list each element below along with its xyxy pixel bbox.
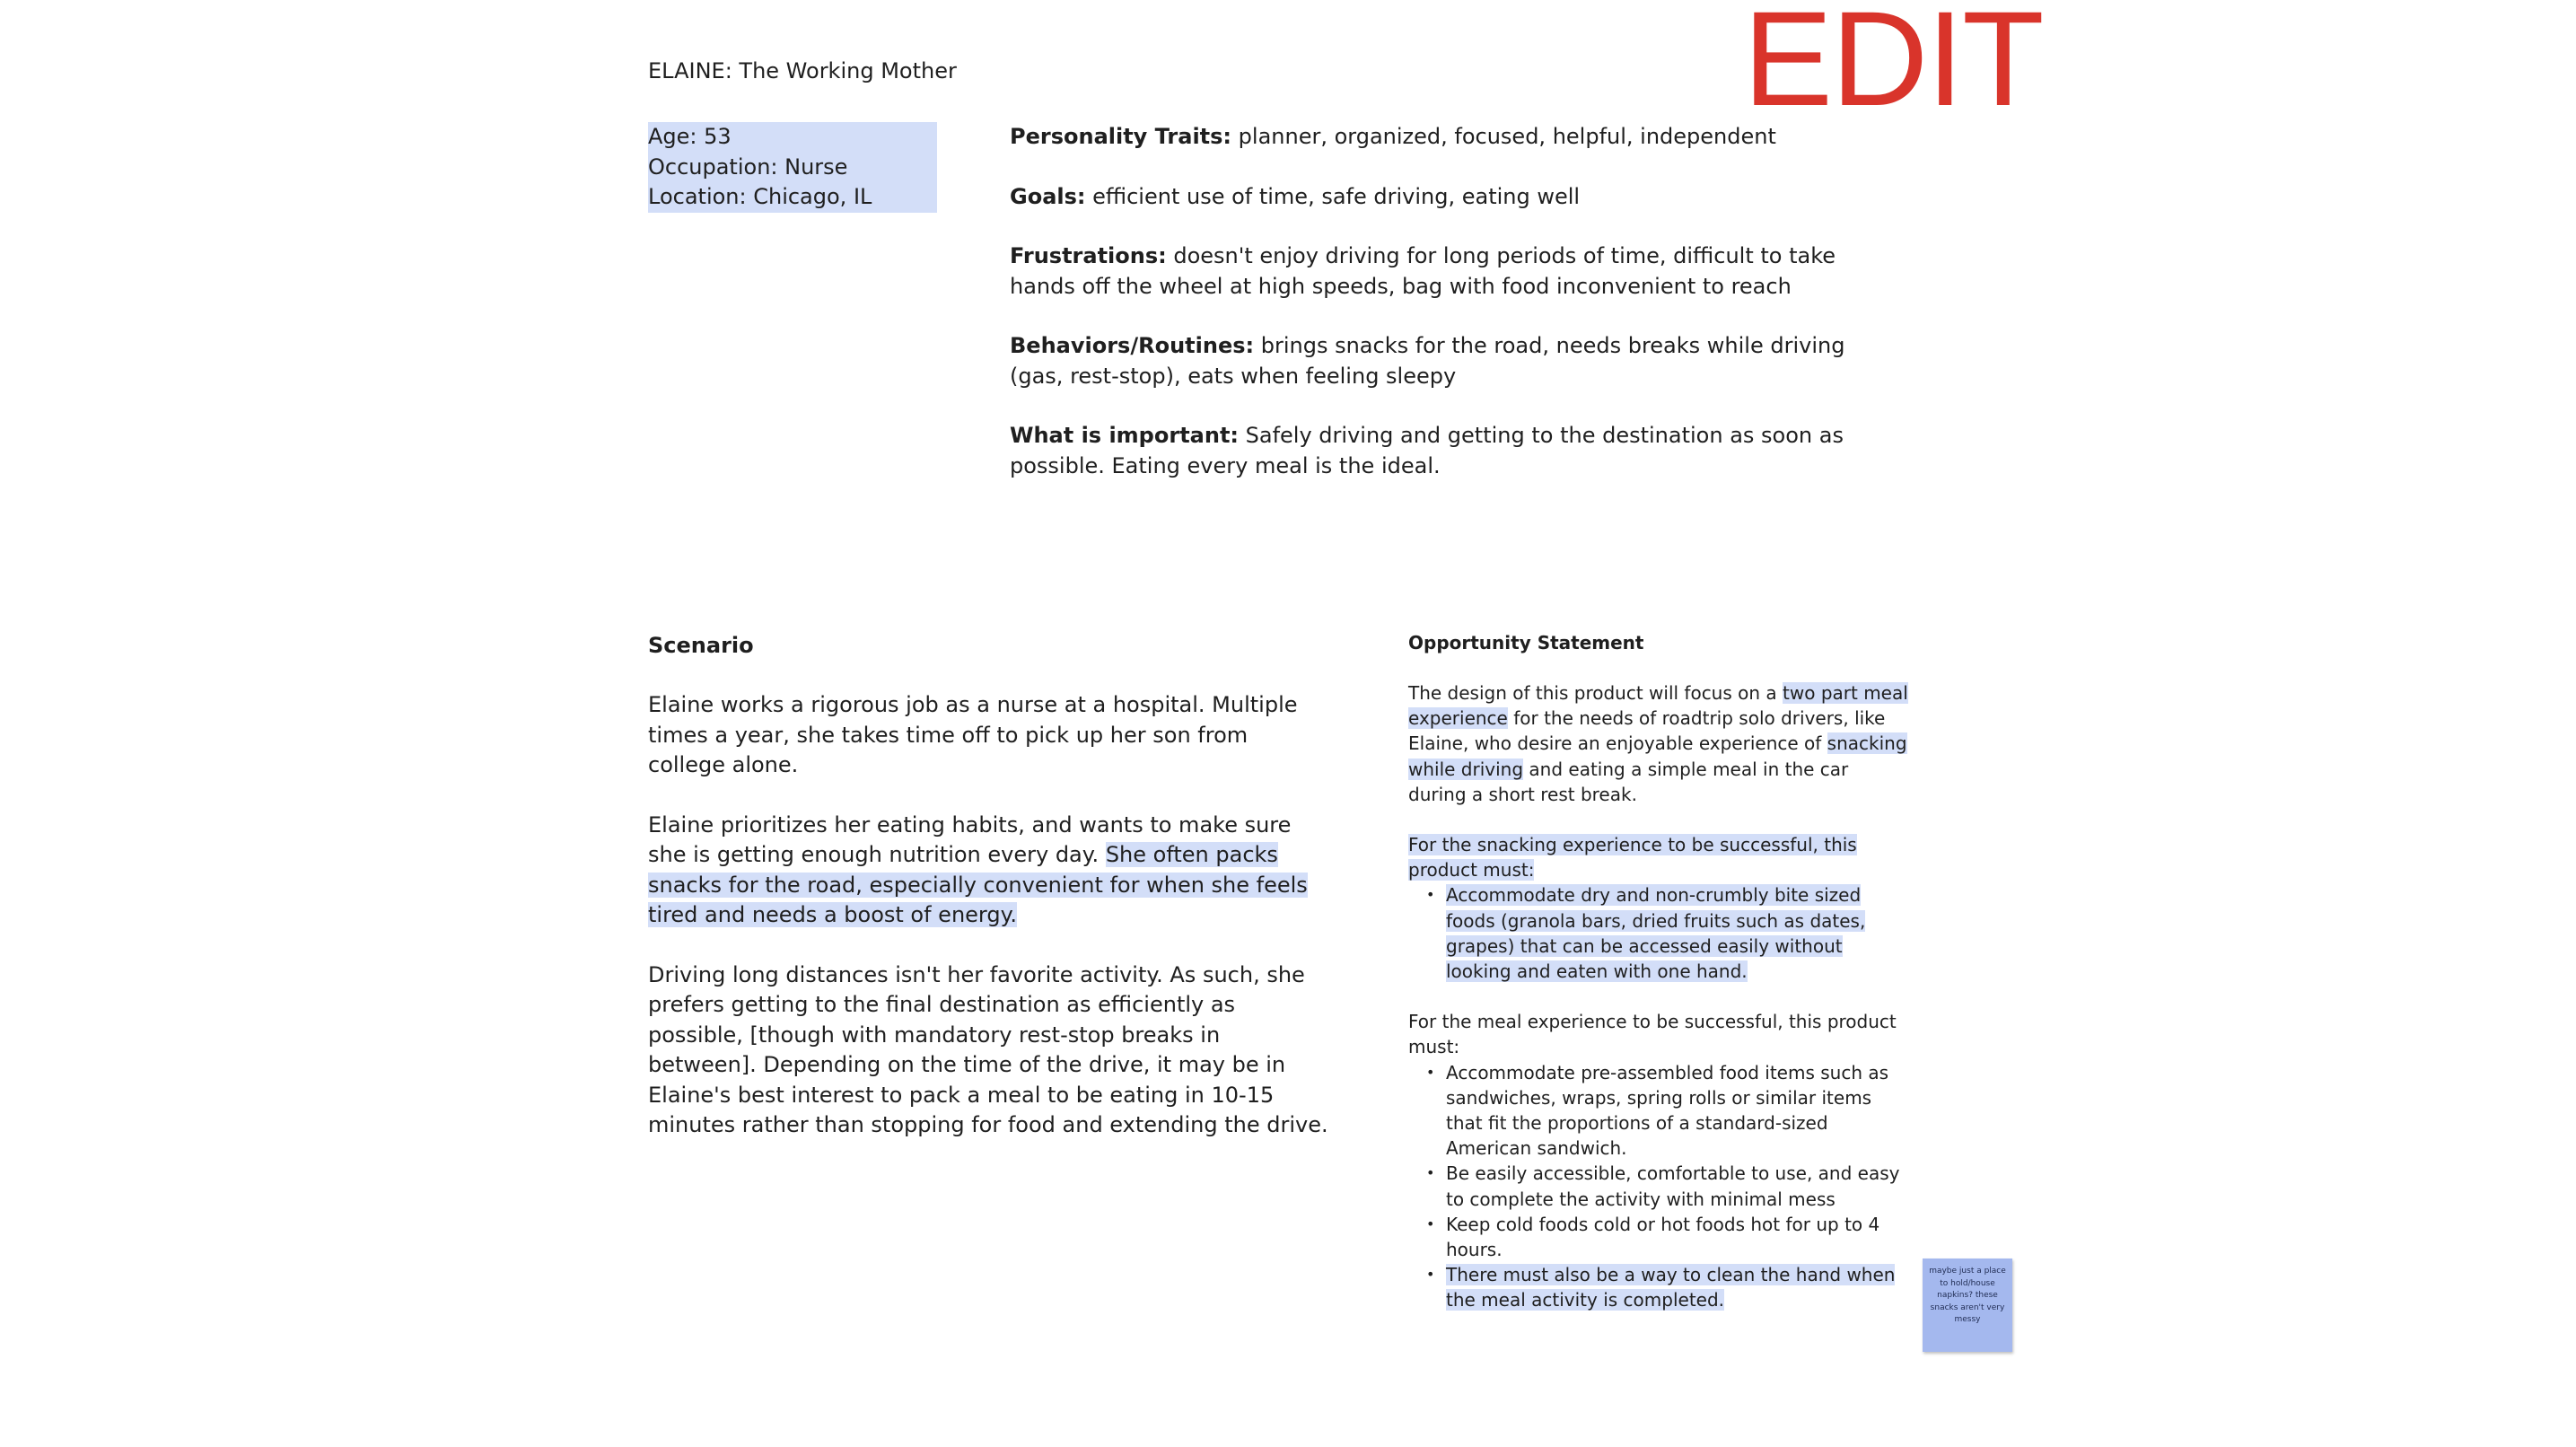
edit-watermark: EDIT [1743,0,2043,134]
scenario-heading: Scenario [648,633,754,658]
intro-text: for the needs of roadtrip solo drivers, like Elaine, who desire an enjoyable experience of [1408,707,1886,755]
trait-label: Goals: [1010,183,1086,209]
sticky-note[interactable]: maybe just a place to hold/house napkins? these snacks aren't very messy [1923,1258,2012,1352]
intro-text: The design of this product will focus on a [1408,682,1783,704]
snack-list [1408,882,1911,984]
snack-lead [1408,832,1911,882]
persona-occupation: Occupation: Nurse [648,153,848,180]
snack-lead-text: For the snacking experience to be successful, this product must: [1408,834,1857,881]
intro-highlight: two part meal experience [1408,682,1908,730]
list-item-text: Accommodate dry and non-crumbly bite sized foods (granola bars, dried fruits such as dates, grapes) that can be accessed easily without looking and eaten with one hand. [1446,884,1866,983]
scenario-p2-text: Elaine prioritizes her eating habits, and wants to make sure she is getting enough nutrition every day. [648,811,1292,867]
trait-text: Safely driving and getting to the destination as soon as possible. Eating every meal is the ideal. [1010,423,1844,478]
persona-traits [1010,122,1898,511]
trait-goals [1010,182,1898,213]
meal-lead: For the meal experience to be successful, this product must: [1408,1011,1897,1058]
scenario-section [648,630,1330,1171]
opportunity-intro [1408,680,1911,807]
trait-label: Personality Traits: [1010,124,1232,149]
list-item [1446,1262,1911,1312]
trait-text: planner, organized, focused, helpful, independent [1231,124,1776,149]
scenario-p2-highlight: She often packs snacks for the road, especially convenient for when she feels tired and needs a boost of energy. [648,842,1308,927]
persona-age: Age: 53 [648,124,732,149]
scenario-paragraph-3: Driving long distances isn't her favorite activity. As such, she prefers getting to the final destination as efficiently as possible, [though with mandatory rest-stop breaks in between]. Depending on the time of the drive, it may be in Elaine's best interest to pack a meal to be eating in 10-15 minutes rather than stopping for food and extending the drive. [648,961,1328,1137]
list-item: • Accommodate pre-assembled food items such as sandwiches, wraps, spring rolls or similar items that fit the proportions of a standard-sized American sandwich. [1446,1060,1911,1162]
trait-label: Behaviors/Routines: [1010,333,1255,358]
opportunity-heading: Opportunity Statement [1408,632,1644,653]
trait-label: Frustrations: [1010,243,1167,268]
persona-location: Location: Chicago, IL [648,184,872,209]
persona-facts [648,122,937,213]
trait-personality [1010,122,1898,153]
opportunity-section [1408,630,1911,1313]
scenario-paragraph-2 [648,811,1330,931]
intro-text: and eating a simple meal in the car during a short rest break. [1408,758,1849,805]
meal-list [1408,1060,1911,1313]
trait-text: efficient use of time, safe driving, eating well [1085,183,1581,209]
trait-important [1010,421,1898,481]
trait-text: doesn't enjoy driving for long periods of time, difficult to take hands off the wheel at high speeds, bag with food inconvenient to reach [1010,243,1836,299]
trait-label: What is important: [1010,423,1240,448]
trait-frustrations [1010,241,1898,302]
persona-title: ELAINE: The Working Mother [648,58,957,83]
list-item-text: There must also be a way to clean the hand when the meal activity is completed. [1446,1264,1896,1311]
scenario-paragraph-1: Elaine works a rigorous job as a nurse at a hospital. Multiple times a year, she takes time off to pick up her son from college alone. [648,692,1298,777]
list-item: • Be easily accessible, comfortable to use, and easy to complete the activity with minimal mess [1446,1161,1911,1211]
list-item: • Keep cold foods cold or hot foods hot for up to 4 hours. [1446,1212,1911,1262]
trait-text: brings snacks for the road, needs breaks while driving (gas, rest-stop), eats when feeling sleepy [1010,333,1845,389]
intro-highlight: snacking while driving [1408,732,1907,780]
list-item [1446,882,1911,984]
trait-behaviors [1010,331,1898,391]
